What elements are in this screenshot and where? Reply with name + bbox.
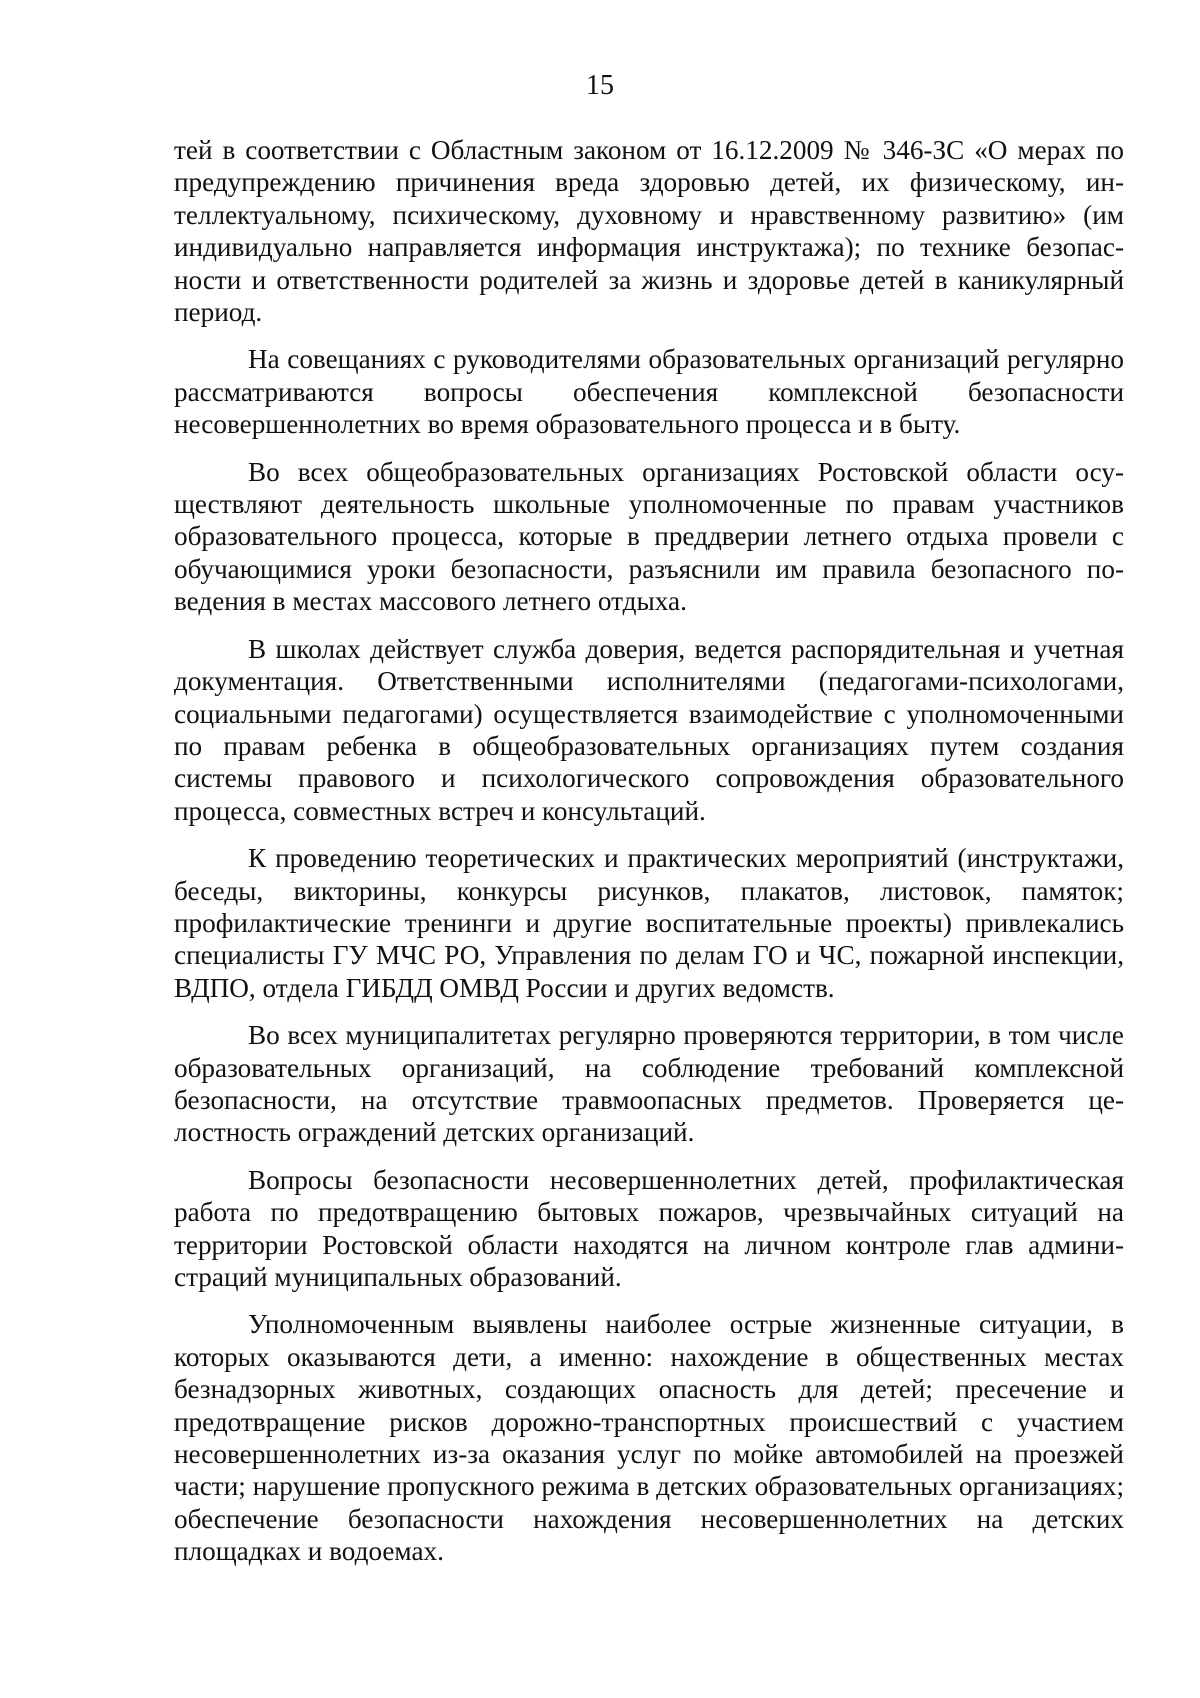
paragraph-4: В школах действует служба доверия, ведется распорядительная и учетная документация. Ответственными исполнителями (педагогами-психологами, социальными педагогами) осуществляется взаимодействие с уполномоченными по правам ребенка в общеобразовательных организациях путем создания системы правового и психологического сопровождения образовательного процесса, совместных встреч и консультаций.	[174, 633, 1124, 826]
document-body	[174, 134, 1124, 1568]
paragraph-8: Уполномоченным выявлены наиболее острые жизненные ситуации, в которых оказываются дети, а именно: нахождение в общественных местах безнадзорных животных, создающих опасность для детей; пресечение и предотвращение рисков дорожно-транспортных происшествий с участием несовершеннолетних из-за оказания услуг по мойке автомобилей на проезжей части; нарушение пропускного режима в детских образовательных организациях; обеспечение безопасности нахождения несовершеннолетних на детских площадках и водоемах.	[174, 1309, 1124, 1567]
paragraph-2: На совещаниях с руководителями образовательных организаций регулярно рассматриваются вопросы обеспечения комплексной безопасности несовершеннолетних во время образовательного процесса и в быту.	[174, 344, 1124, 440]
paragraph-5: К проведению теоретических и практических мероприятий (инструктажи, беседы, викторины, конкурсы рисунков, плакатов, листовок, памяток; профилактические тренинги и другие воспитательные проекты) привлекались специалисты ГУ МЧС РО, Управления по делам ГО и ЧС, пожарной инспекции, ВДПО, отдела ГИБДД ОМВД России и других ведомств.	[174, 843, 1124, 1003]
paragraph-6: Во всех муниципалитетах регулярно проверяются территории, в том числе образовательных организаций, на соблюдение требований комплексной безопасности, на отсутствие травмоопасных предметов. Проверяется целостность ограждений детских организаций.	[174, 1020, 1124, 1148]
page-number: 15	[586, 70, 614, 101]
paragraph-1: тей в соответствии с Областным законом от 16.12.2009 № 346-ЗС «О мерах по предупреждению причинения вреда здоровью детей, их физическому, интеллектуальному, психическому, духовному и нравственному развитию» (им индивидуально направляется информация инструктажа); по технике безопасности и ответственности родителей за жизнь и здоровье детей в каникулярный период.	[174, 135, 1124, 328]
paragraph-3: Во всех общеобразовательных организациях Ростовской области осуществляют деятельность школьные уполномоченные по правам участников образовательного процесса, которые в преддверии летнего отдыха провели с обучающимися уроки безопасности, разъяснили им правила безопасного поведения в местах массового летнего отдыха.	[174, 456, 1124, 617]
paragraph-7: Вопросы безопасности несовершеннолетних детей, профилактическая работа по предотвращению бытовых пожаров, чрезвычайных ситуаций на территории Ростовской области находятся на личном контроле глав администраций муниципальных образований.	[174, 1164, 1124, 1292]
